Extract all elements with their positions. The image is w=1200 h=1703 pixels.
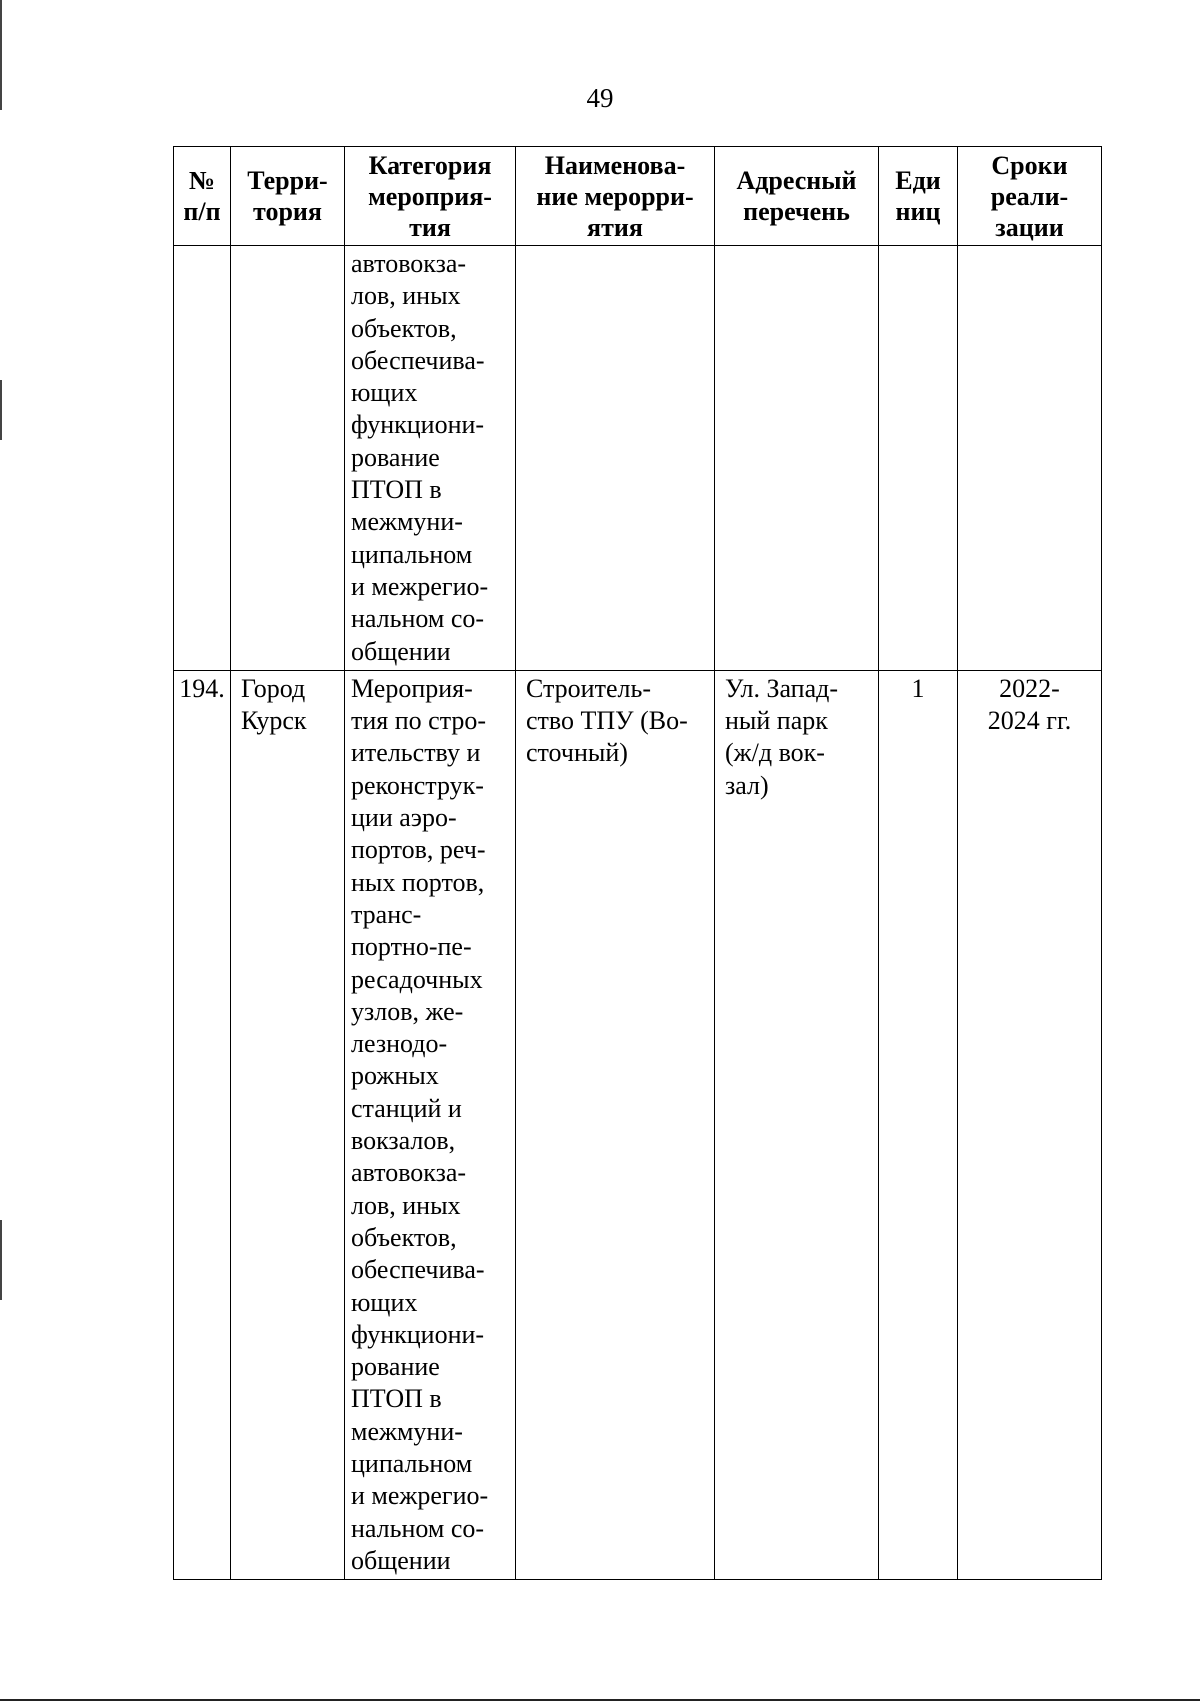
cell-units: 1: [879, 670, 958, 1579]
table-header-row: [174, 147, 1102, 246]
cell-units: [879, 246, 958, 671]
header-address: Адресный перечень: [715, 147, 879, 246]
header-territory: Терри- тория: [231, 147, 345, 246]
header-category: Категория мероприя- тия: [345, 147, 516, 246]
scan-edge-mark: [0, 0, 2, 110]
header-number: № п/п: [174, 147, 231, 246]
header-units: Еди ниц: [879, 147, 958, 246]
scan-edge-mark: [0, 1220, 2, 1300]
cell-terms: [958, 246, 1102, 671]
cell-address: Ул. Запад- ный парк (ж/д вок- зал): [715, 670, 879, 1579]
header-event-name: Наименова- ние мероpри- ятия: [516, 147, 715, 246]
cell-category: автовокза- лов, иных объектов, обеспечива- ющих функциони- рование ПТОП в межмуни- ципальном и межрегио- нальном со- общении: [345, 246, 516, 671]
cell-number: 194.: [174, 670, 231, 1579]
cell-terms: 2022- 2024 гг.: [958, 670, 1102, 1579]
cell-number: [174, 246, 231, 671]
cell-event-name: Строитель- ство ТПУ (Во- сточный): [516, 670, 715, 1579]
cell-category: Мероприя- тия по стро- ительству и реконструк- ции аэро- портов, реч- ных портов, транс- портно-пе- ресадочных узлов, же- лезнодо- рожных станций и вокзалов, автовокза- лов, иных объектов, обеспечива- ющих функциони- рование ПТОП в межмуни- ципальном и межрегио- нальном со- общении: [345, 670, 516, 1579]
header-terms: Сроки реали- зации: [958, 147, 1102, 246]
events-table: [173, 146, 1102, 1580]
scan-edge-mark: [0, 380, 2, 440]
cell-territory: [231, 246, 345, 671]
cell-territory: Город Курск: [231, 670, 345, 1579]
table-row-194: [174, 670, 1102, 1579]
scan-bottom-edge: [0, 1699, 1200, 1701]
table-row-continuation: [174, 246, 1102, 671]
page-number: 49: [586, 83, 614, 113]
cell-address: [715, 246, 879, 671]
cell-event-name: [516, 246, 715, 671]
